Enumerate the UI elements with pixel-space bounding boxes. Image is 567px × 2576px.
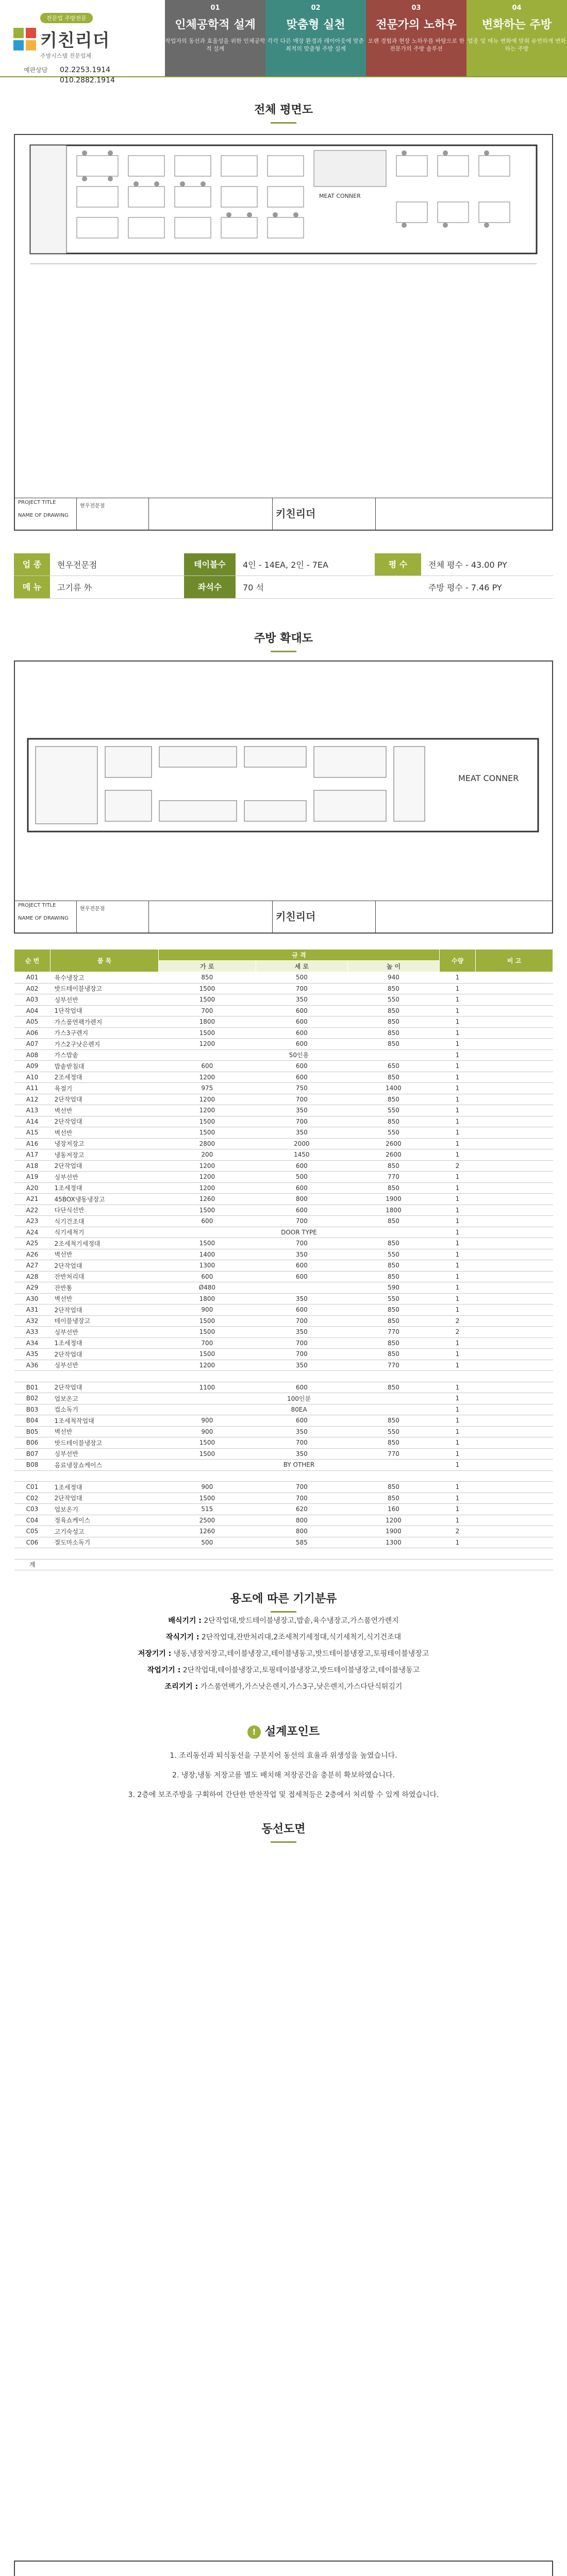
header-tel: 예판상담 02.2253.1914 010.2882.1914 <box>24 66 115 84</box>
table-row: A33 싱부선반 1500 350 770 2 <box>14 1327 553 1338</box>
table-row: A06 가스3구렌지 1500 600 850 1 <box>14 1027 553 1039</box>
table-row: A07 가스2구낫은렌지 1200 600 850 1 <box>14 1039 553 1050</box>
table-row: A34 1조세정대 700 700 850 1 <box>14 1337 553 1349</box>
kitchen-drawing <box>14 660 553 934</box>
table-row: C03 업보온기 515 620 160 1 <box>14 1504 553 1515</box>
table-row: A03 싱부선반 1500 350 550 1 <box>14 994 553 1006</box>
floor-plan-svg <box>15 135 552 498</box>
brand-badge: 전문업 주방전문 <box>40 13 93 23</box>
kitchen-svg <box>15 662 552 901</box>
info-label-type: 업 종 <box>14 553 50 575</box>
table-row <box>14 1371 553 1382</box>
table-row <box>14 1470 553 1482</box>
feature-list <box>165 0 567 76</box>
table-row: A25 2조세척기세정대 1500 700 850 1 <box>14 1238 553 1249</box>
drawing-title-block: PROJECT TITLE NAME OF DRAWING 현우전문점 키친리더 <box>15 498 552 530</box>
table-row: B05 벽선반 900 350 550 1 <box>14 1426 553 1437</box>
usage-list: 배식기기 : 2단작업대,밧드테이블냉장고,밥솥,육수냉장고,가스품연가렌지 작식기기 : 2단작업대,잔반처리대,2조세척기세정대,식기세척기,식기건조대 저장기기 : 냉동,냉장저장고,테이블냉장고,테이블냉동고,밧드테이블냉장고,토핑테이블냉장고 작업기기 : 2단작업대,테이블냉장고,토핑테이블냉장고,밧드테이블냉장고,테이블냉동고 조리기기 : 가스품연팩가,가스낫은렌지,가스3구,낫은렌지,가스다단식튀김기 <box>138 1617 429 1691</box>
floor-plan-drawing <box>14 134 553 531</box>
table-row: C06 절도마소독기 500 585 1300 1 <box>14 1537 553 1548</box>
table-row: 계 <box>14 1559 553 1570</box>
svg-text:MEAT CONNER: MEAT CONNER <box>458 773 519 783</box>
table-row: A27 2단작업대 1300 600 850 1 <box>14 1260 553 1272</box>
table-row: A13 벽선반 1200 350 550 1 <box>14 1105 553 1116</box>
flow-svg <box>15 2562 552 2576</box>
table-row: A14 2단작업대 1500 700 850 1 <box>14 1116 553 1127</box>
brand-logo-icon <box>13 28 36 50</box>
equipment-spec-table: 순 번 품 목 규 격 수량 비 고 가 로 세 로 높 이 A01 육수냉장고 850 500 940 1 A02 밧드테이블냉장고 1500 700 850 1 A03 싱부선반 1500 350 550 1 A04 1단작업대 700 600 850 1 A05 가스품연팩가렌지 1800 600 850 1 A06 가스3구렌지 1500 600 850 1 A07 가스2구낫은렌지 1200 600 850 1 A08 가스밥솥 50인용 1 A09 밥솥받침대 600 600 650 1 A10 2조세정대 1200 600 850 1 A11 육절기 975 750 1400 1 A12 2단작업대 1200 700 850 1 A13 벽선반 1200 350 550 1 A14 2단작업대 1500 700 850 1 A15 벽선반 1500 350 550 1 A16 냉장저장고 2800 2000 2600 1 A17 냉동저장고 200 1450 2600 1 A18 2단작업대 1200 600 850 2 A19 싱부선반 1200 500 770 1 A20 1조세정대 1200 600 850 1 A21 45BOX냉동냉장고 1260 800 1900 1 A22 다단식선반 1500 600 1800 1 A23 식기건조대 600 700 850 1 A24 식기세척기 DOOR TYPE 1 A25 2조세척기세정대 1500 700 850 1 A26 벽선반 1400 350 550 1 A27 2단작업대 1300 600 850 1 A28 잔반처리대 600 600 850 1 A29 잔반통 Ø480 590 1 A30 벽선반 1800 350 550 1 A31 2단작업대 900 600 850 1 A32 테이블냉장고 1500 700 850 2 A33 싱부선반 1500 350 770 2 A34 1조세정대 700 700 850 1 A35 2단작업대 1500 700 850 1 A36 싱부선반 1200 350 770 1 B01 2단작업대 1100 600 850 1 B02 업보온고 100인분 1 B03 컵소독기 80EA 1 B04 1조세척작업대 900 600 850 1 B05 벽선반 900 350 550 1 B06 밧드테이블냉장고 1500 700 850 1 B07 싱부선반 1500 350 770 1 B08 음료냉장쇼케이스 BY OTHER 1 C01 1조세정대 900 700 850 1 C02 2단작업대 1500 700 850 1 C03 업보온기 515 620 160 1 C04 정육쇼케이스 2500 800 1200 1 C05 고기숙성고 1260 800 1900 2 C06 절도마소독기 500 585 1300 1 계 <box>14 949 553 1570</box>
meat-corner-label: MEAT CONNER <box>319 193 361 199</box>
table-row: A28 잔반처리대 600 600 850 1 <box>14 1271 553 1282</box>
table-row: A11 육절기 975 750 1400 1 <box>14 1083 553 1094</box>
table-row: A32 테이블냉장고 1500 700 850 2 <box>14 1315 553 1327</box>
table-row: B04 1조세척작업대 900 600 850 1 <box>14 1415 553 1427</box>
design-point-title: ! 설계포인트 <box>0 1723 567 1739</box>
table-row: A35 2단작업대 1500 700 850 1 <box>14 1349 553 1360</box>
section-title-floor-plan: 전체 평면도 <box>0 101 567 124</box>
table-row: A21 45BOX냉동냉장고 1260 800 1900 1 <box>14 1194 553 1205</box>
feature-3: 03 전문가의 노하우 오랜 경험과 현장 노하우를 바탕으로 한 전문가의 주방 솔루션 <box>366 0 466 76</box>
table-row: B02 업보온고 100인분 1 <box>14 1393 553 1404</box>
design-notes: 1. 조리동선과 퇴식동선을 구분지어 동선의 효율과 위생성을 높였습니다. 2. 냉장,냉동 저장고를 별도 배치해 저장공간을 충분히 확보하였습니다. 3. 2층에 보조주방을 구획하여 간단한 반찬작업 및 접세척등은 2층에서 처리할 수 있게 하였습니다. <box>128 1752 439 1799</box>
table-row: A02 밧드테이블냉장고 1500 700 850 1 <box>14 983 553 994</box>
info-label-menu: 메 뉴 <box>14 576 50 598</box>
table-row: A17 냉동저장고 200 1450 2600 1 <box>14 1149 553 1161</box>
feature-2: 02 맞춤형 실천 각각 다른 매장 환경과 레이아웃에 맞춘 최적의 맞춤형 주방 설계 <box>265 0 366 76</box>
feature-4: 04 변화하는 주방 업종 및 메뉴 변화에 맞춰 유연하게 변화하는 주방 <box>466 0 567 76</box>
table-row: A08 가스밥솥 50인용 1 <box>14 1049 553 1061</box>
feature-1: 01 인체공학적 설계 작업자의 동선과 효율성을 위한 인체공학적 설계 <box>165 0 265 76</box>
table-row: C02 2단작업대 1500 700 850 1 <box>14 1493 553 1504</box>
table-row: B01 2단작업대 1100 600 850 1 <box>14 1382 553 1393</box>
table-row: A31 2단작업대 900 600 850 1 <box>14 1304 553 1316</box>
table-row: C05 고기숙성고 1260 800 1900 2 <box>14 1526 553 1537</box>
section-title-usage: 용도에 따른 기기분류 <box>0 1590 567 1613</box>
table-row: A15 벽선반 1500 350 550 1 <box>14 1127 553 1139</box>
kitchen-title-block: PROJECT TITLE NAME OF DRAWING 현우전문점 키친리더 <box>15 901 552 933</box>
brand-sub: 주방시스템 전문업체 <box>40 53 92 59</box>
table-row: A01 육수냉장고 850 500 940 1 <box>14 972 553 984</box>
table-row: C01 1조세정대 900 700 850 1 <box>14 1482 553 1493</box>
drawing-logo: 키친리더 <box>273 498 376 530</box>
table-row: A22 다단식선반 1500 600 1800 1 <box>14 1205 553 1216</box>
table-row: A16 냉장저장고 2800 2000 2600 1 <box>14 1138 553 1149</box>
table-row: A20 1조세정대 1200 600 850 1 <box>14 1182 553 1194</box>
table-row <box>14 1548 553 1560</box>
check-icon: ! <box>247 1725 261 1739</box>
table-row: A30 벽선반 1800 350 550 1 <box>14 1293 553 1304</box>
table-row: B07 싱부선반 1500 350 770 1 <box>14 1448 553 1460</box>
section-title-flow: 동선도면 <box>0 1820 567 1843</box>
table-row: A18 2단작업대 1200 600 850 2 <box>14 1160 553 1172</box>
table-row: B08 음료냉장쇼케이스 BY OTHER 1 <box>14 1460 553 1471</box>
table-row: C04 정육쇼케이스 2500 800 1200 1 <box>14 1515 553 1526</box>
table-row: A10 2조세정대 1200 600 850 1 <box>14 1072 553 1083</box>
table-row: A05 가스품연팩가렌지 1800 600 850 1 <box>14 1016 553 1028</box>
table-row: A12 2단작업대 1200 700 850 1 <box>14 1094 553 1105</box>
table-row: A04 1단작업대 700 600 850 1 <box>14 1005 553 1016</box>
table-row: B03 컵소독기 80EA 1 <box>14 1404 553 1415</box>
table-row: B06 밧드테이블냉장고 1500 700 850 1 <box>14 1437 553 1449</box>
brand-name: 키친리더 <box>40 30 110 51</box>
page-header <box>0 0 567 84</box>
section-title-kitchen: 주방 확대도 <box>0 630 567 652</box>
table-row: A24 식기세척기 DOOR TYPE 1 <box>14 1227 553 1238</box>
table-row: A36 싱부선반 1200 350 770 1 <box>14 1360 553 1371</box>
table-row: A23 식기건조대 600 700 850 1 <box>14 1216 553 1227</box>
brand-block <box>0 0 165 84</box>
table-row: A26 벽선반 1400 350 550 1 <box>14 1249 553 1260</box>
flow-drawing <box>14 2561 553 2576</box>
table-row: A19 싱부선반 1200 500 770 1 <box>14 1172 553 1183</box>
table-row: A29 잔반통 Ø480 590 1 <box>14 1282 553 1294</box>
project-info: 업 종 현우전문점 테이블수 4인 - 14EA, 2인 - 7EA 평 수 전체 평수 - 43.00 PY 메 뉴 고기류 外 좌석수 70 석 주방 평수 - 7.46 PY <box>14 553 553 599</box>
table-row: A09 밥솥받침대 600 600 650 1 <box>14 1061 553 1072</box>
